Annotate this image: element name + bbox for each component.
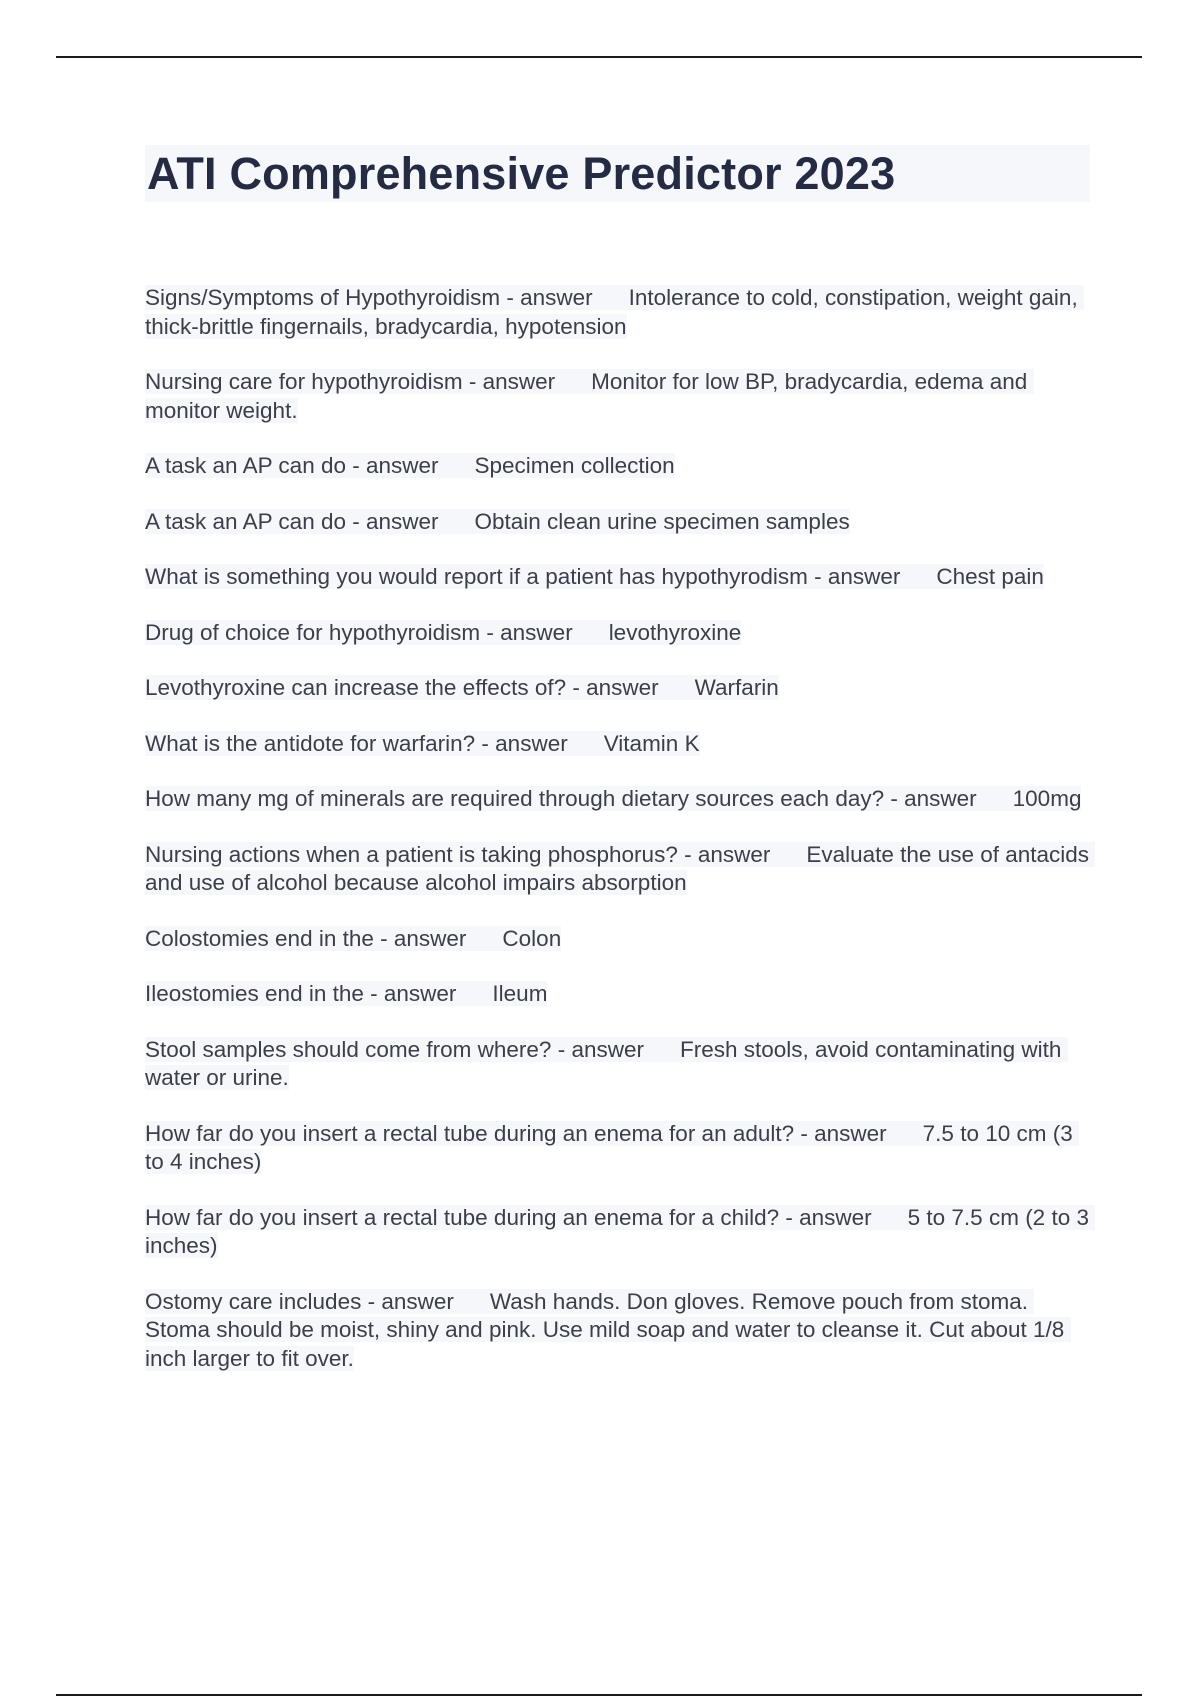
qa-text xyxy=(145,1289,1071,1371)
answer-text: 100mg xyxy=(1012,786,1082,811)
qa-item xyxy=(145,925,1090,954)
question-text: A task an AP can do xyxy=(145,453,346,478)
qa-text xyxy=(145,620,741,645)
question-text: Levothyroxine can increase the effects of? xyxy=(145,675,567,700)
qa-item xyxy=(145,508,1090,537)
answer-text: Colon xyxy=(502,925,562,951)
question-text: How many mg of minerals are required through dietary sources each day? xyxy=(145,786,885,811)
answer-text: Monitor for low BP, bradycardia, edema and monitor weight. xyxy=(145,369,1034,423)
answer-separator: - answer xyxy=(345,453,439,478)
answer-text: Evaluate the use of antacids and use of alcohol because alcohol impairs absorption xyxy=(145,841,1096,895)
answer-text: Warfarin xyxy=(694,675,779,700)
question-text: Nursing care for hypothyroidism xyxy=(145,369,463,394)
question-text: A task an AP can do xyxy=(145,508,346,534)
qa-text xyxy=(145,675,779,700)
answer-separator: - answer xyxy=(480,619,573,645)
question-text: Colostomies end in the xyxy=(145,925,374,951)
answer-text: 7.5 to 10 cm (3 to 4 inches) xyxy=(145,1120,1080,1174)
answer-text: Ileum xyxy=(492,981,548,1006)
answer-text: 5 to 7.5 cm (2 to 3 inches) xyxy=(145,1204,1096,1258)
question-text: Ostomy care includes xyxy=(145,1288,362,1314)
question-text: What is something you would report if a patient has hypothyrodism xyxy=(145,564,808,589)
qa-item xyxy=(145,368,1090,425)
answer-text: Intolerance to cold, constipation, weight gain, thick-brittle fingernails, bradycardia, hypotension xyxy=(145,285,1084,339)
qa-text xyxy=(145,453,675,478)
answer-separator: - answer xyxy=(779,1204,872,1230)
qa-item xyxy=(145,1036,1090,1093)
question-text: How far do you insert a rectal tube during an enema for a child? xyxy=(145,1204,780,1230)
qa-text xyxy=(145,731,700,756)
qa-item xyxy=(145,563,1090,592)
question-text: Signs/Symptoms of Hypothyroidism xyxy=(145,285,501,310)
qa-text xyxy=(145,842,1095,896)
qa-text xyxy=(145,1037,1068,1091)
qa-text xyxy=(145,285,1084,339)
qa-text xyxy=(145,509,850,534)
qa-text xyxy=(145,1205,1095,1259)
qa-item xyxy=(145,730,1090,759)
qa-item xyxy=(145,619,1090,648)
question-text: Stool samples should come from where? xyxy=(145,1036,552,1062)
qa-item xyxy=(145,980,1090,1009)
question-text: Drug of choice for hypothyroidism xyxy=(145,619,481,645)
question-text: Ileostomies end in the xyxy=(145,981,364,1006)
qa-item xyxy=(145,1288,1090,1374)
qa-item xyxy=(145,284,1090,341)
top-rule xyxy=(56,56,1142,58)
qa-item xyxy=(145,1204,1096,1261)
answer-separator: - answer xyxy=(462,369,556,394)
page-title: ATI Comprehensive Predictor 2023 xyxy=(147,148,896,199)
qa-text xyxy=(145,926,561,951)
answer-separator: - answer xyxy=(884,786,977,811)
qa-item xyxy=(145,785,1090,814)
bottom-rule xyxy=(56,1694,1142,1696)
qa-item xyxy=(145,1120,1090,1177)
answer-separator: - answer xyxy=(345,508,439,534)
qa-item xyxy=(145,674,1090,703)
answer-text: Wash hands. Don gloves. Remove pouch from stoma. Stoma should be moist, shiny and pink. Use mild soap and water to cleanse it. Cut about 1/8 inch larger to fit over. xyxy=(145,1288,1071,1371)
answer-separator: - answer xyxy=(551,1036,644,1062)
question-text: What is the antidote for warfarin? xyxy=(145,730,476,756)
answer-text: levothyroxine xyxy=(608,619,742,645)
qa-item xyxy=(145,452,1090,481)
answer-separator: - answer xyxy=(373,925,467,951)
question-text: How far do you insert a rectal tube during an enema for an adult? xyxy=(145,1120,795,1146)
answer-text: Fresh stools, avoid contaminating with water or urine. xyxy=(145,1036,1068,1090)
qa-item xyxy=(145,841,1096,898)
qa-text xyxy=(145,564,1044,589)
answer-separator: - answer xyxy=(361,1288,454,1314)
answer-separator: - answer xyxy=(363,981,457,1006)
qa-text xyxy=(145,369,1034,423)
answer-text: Specimen collection xyxy=(474,453,675,478)
qa-list xyxy=(145,284,1096,1373)
answer-separator: - answer xyxy=(566,675,659,700)
answer-text: Obtain clean urine specimen samples xyxy=(474,508,850,534)
qa-text xyxy=(145,1121,1079,1175)
answer-separator: - answer xyxy=(500,285,593,310)
answer-text: Chest pain xyxy=(936,564,1044,589)
qa-text xyxy=(145,981,547,1006)
answer-text: Vitamin K xyxy=(603,730,700,756)
document-body xyxy=(145,145,1096,1400)
qa-text xyxy=(145,786,1081,811)
answer-separator: - answer xyxy=(807,564,901,589)
answer-separator: - answer xyxy=(794,1120,887,1146)
answer-separator: - answer xyxy=(475,730,568,756)
question-text: Nursing actions when a patient is taking phosphorus? xyxy=(145,841,678,867)
title-bar xyxy=(145,145,1090,202)
answer-separator: - answer xyxy=(677,841,771,867)
